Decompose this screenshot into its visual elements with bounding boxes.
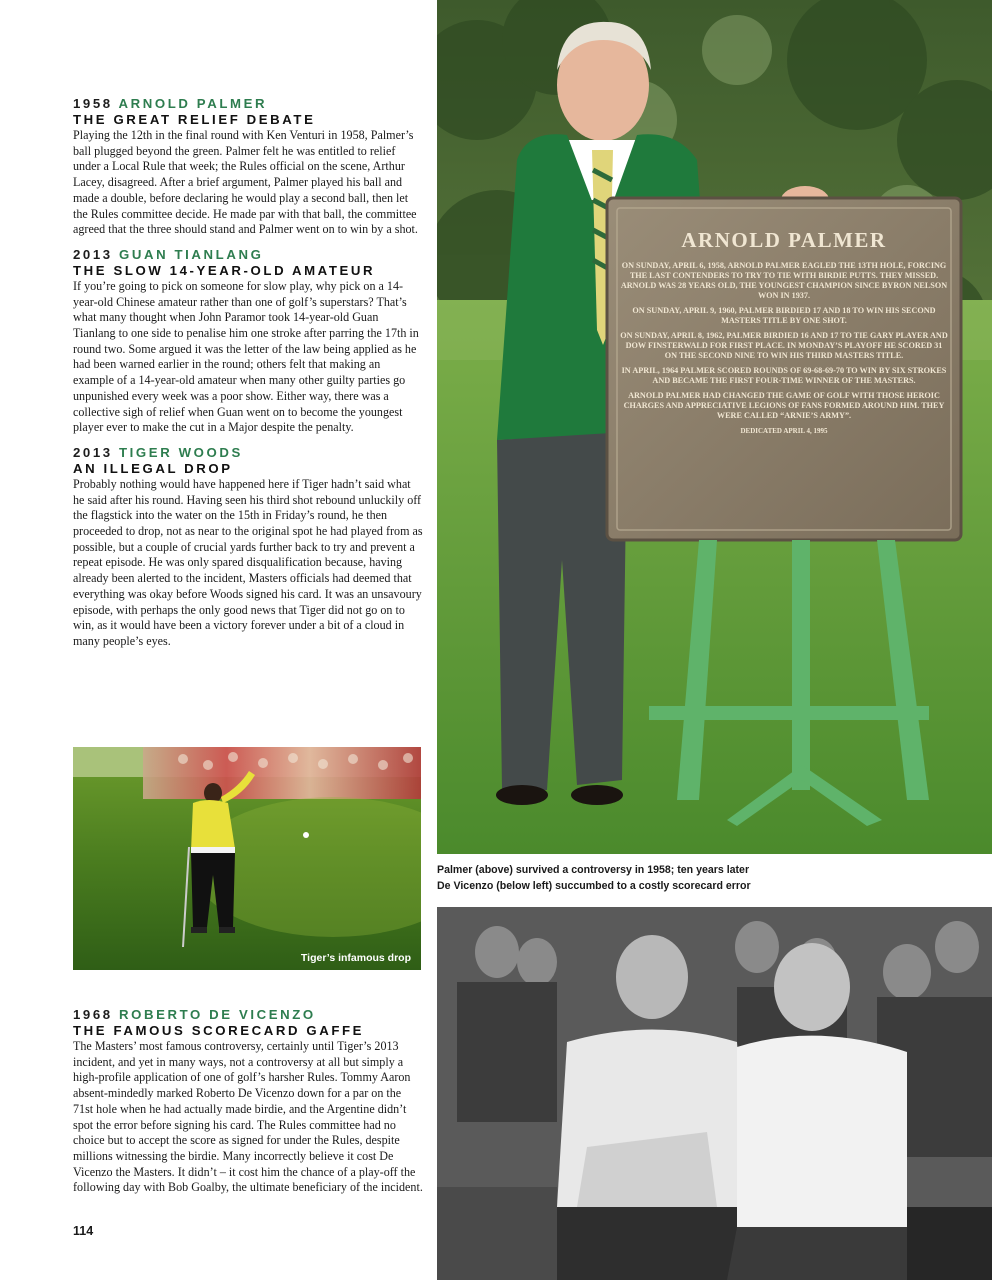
plaque-paragraph: ON SUNDAY, APRIL 8, 1962, PALMER BIRDIED 16 AND 17 TO TIE GARY PLAYER AND DOW FINSTERWALD FOR FIRST PLACE. IN MONDAY’S PLAYOFF HE SCORED 31 ON THE SECOND NINE TO WIN HIS THIRD MASTERS TITLE.	[620, 331, 948, 360]
section-heading	[73, 1007, 423, 1023]
section-body: The Masters’ most famous controversy, certainly until Tiger’s 2013 incident, and yet in many ways, not a controversy at all but simply a high-profile application of one of golf’s harsher Rules. Tommy Aaron absent-mindedly marked Roberto De Vicenzo down for a par on the 71st hole when he had actually made birdie, and the Argentine didn’t spot the error before signing his card. The Rules committee had no choice but to accept the score as signed for under the Rules, despite millions witnessing the birdie. Many incorrectly believe it cost De Vicenzo the Masters. It didn’t – it cost him the chance of a play-off the following day with Bob Goalby, the ultimate beneficiary of the incident.	[73, 1039, 423, 1195]
devicenzo-photo	[437, 907, 992, 1280]
section-player-name: ROBERTO DE VICENZO	[119, 1007, 316, 1022]
plaque-title: ARNOLD PALMER	[681, 228, 887, 252]
section-subtitle: THE SLOW 14-YEAR-OLD AMATEUR	[73, 262, 376, 278]
section-year: 1968	[73, 1007, 113, 1022]
section-player-name: ARNOLD PALMER	[118, 96, 268, 111]
section-subtitle: AN ILLEGAL DROP	[73, 460, 233, 476]
section-palmer	[73, 96, 423, 238]
section-year: 2013	[73, 246, 113, 262]
caption-line: Palmer (above) survived a controversy in 1958; ten years later	[437, 864, 750, 876]
plaque-paragraph: ON SUNDAY, APRIL 9, 1960, PALMER BIRDIED 17 AND 18 TO WIN HIS SECOND MASTERS TITLE BY ONE SHOT.	[632, 306, 936, 325]
article-left-column	[73, 96, 423, 659]
tiger-photo-illustration	[73, 747, 421, 970]
section-heading	[73, 445, 423, 461]
section-body: If you’re going to pick on someone for slow play, why pick on a 14-year-old Chinese amateur rather than one of golf’s superstars? That’s what many thought when John Paramor took 14-year-old Guan Tianlang to one side to penalise him one stroke after parring the 17th in round two. Some argued it was the letter of the law being applied as he had been warned earlier in the round; others felt that making an example of a 14-year-old amateur when many other guilty parties go unpunished every week was a poor show. Either way, there was a collective sigh of relief when Guan went on to become the youngest player ever to make the cut in a Major despite the penalty.	[73, 278, 419, 435]
plaque	[619, 228, 949, 528]
section-subtitle: THE FAMOUS SCORECARD GAFFE	[73, 1023, 365, 1038]
section-guan	[73, 247, 423, 436]
section-devicenzo	[73, 1007, 423, 1196]
section-player-name: GUAN TIANLANG	[119, 246, 264, 262]
tiger-photo-caption: Tiger’s infamous drop	[300, 952, 411, 964]
section-year: 1958	[73, 96, 113, 111]
tiger-photo	[73, 747, 421, 970]
section-tiger	[73, 445, 423, 650]
section-heading	[73, 96, 423, 112]
section-body: Probably nothing would have happened here if Tiger hadn’t said what he said after his round. Having seen his third shot rebound unluckily off the flagstick into the water on the 15th in Friday’s round, he then proceeded to drop, not as near to the original spot he had played from as possible, but a couple of crucial yards further back to try and prevent a repeat episode. He was only spared disqualification because, having already been alerted to the incident, Masters officials had deemed that everything was okay before Woods signed his card. It was an unsavoury episode, with perhaps the only good news that Tiger did not go on to win, as it would have been a victory forever under a bit of a cloud in many people’s eyes.	[73, 476, 423, 648]
plaque-paragraph: IN APRIL, 1964 PALMER SCORED ROUNDS OF 69-68-69-70 TO WIN BY SIX STROKES AND BECAME THE FIRST FOUR-TIME WINNER OF THE MASTERS.	[621, 366, 947, 385]
plaque-paragraph: ARNOLD PALMER HAD CHANGED THE GAME OF GOLF WITH THOSE HEROIC CHARGES AND APPRECIATIVE LEGIONS OF FANS FORMED AROUND HIM. THEY WERE CALLED “ARNIE’S ARMY”.	[623, 391, 945, 420]
plaque-dedication: DEDICATED APRIL 4, 1995	[740, 427, 828, 435]
section-heading	[73, 247, 423, 263]
palmer-photo	[437, 0, 992, 854]
page-number: 114	[73, 1224, 94, 1238]
devicenzo-photo-illustration	[437, 907, 992, 1280]
section-year: 2013	[73, 444, 113, 460]
main-photo-caption	[437, 862, 992, 894]
section-player-name: TIGER WOODS	[119, 444, 243, 460]
plaque-paragraph: ON SUNDAY, APRIL 6, 1958, ARNOLD PALMER EAGLED THE 13TH HOLE, FORCING THE LAST CONTENDERS TO TRY TO TIE WITH BIRDIE PUTTS. THEY MISSED. ARNOLD WAS 28 YEARS OLD, THE YOUNGEST CHAMPION SINCE BYRON NELSON WON IN 1937.	[620, 261, 948, 300]
section-subtitle: THE GREAT RELIEF DEBATE	[73, 112, 316, 127]
section-body: Playing the 12th in the final round with Ken Venturi in 1958, Palmer’s ball plugged beyond the green. Palmer felt he was entitled to relief under a Local Rule that week; the Rules official on the scene, Arthur Lacey, disagreed. After a brief argument, Palmer played his ball and made a double, before declaring he would play a second ball, then let the Rules committee decide. He made par with that ball, the committee agreed that the three should stand and Palmer went on to win by a shot.	[73, 128, 418, 237]
caption-line: De Vicenzo (below left) succumbed to a costly scorecard error	[437, 880, 751, 892]
